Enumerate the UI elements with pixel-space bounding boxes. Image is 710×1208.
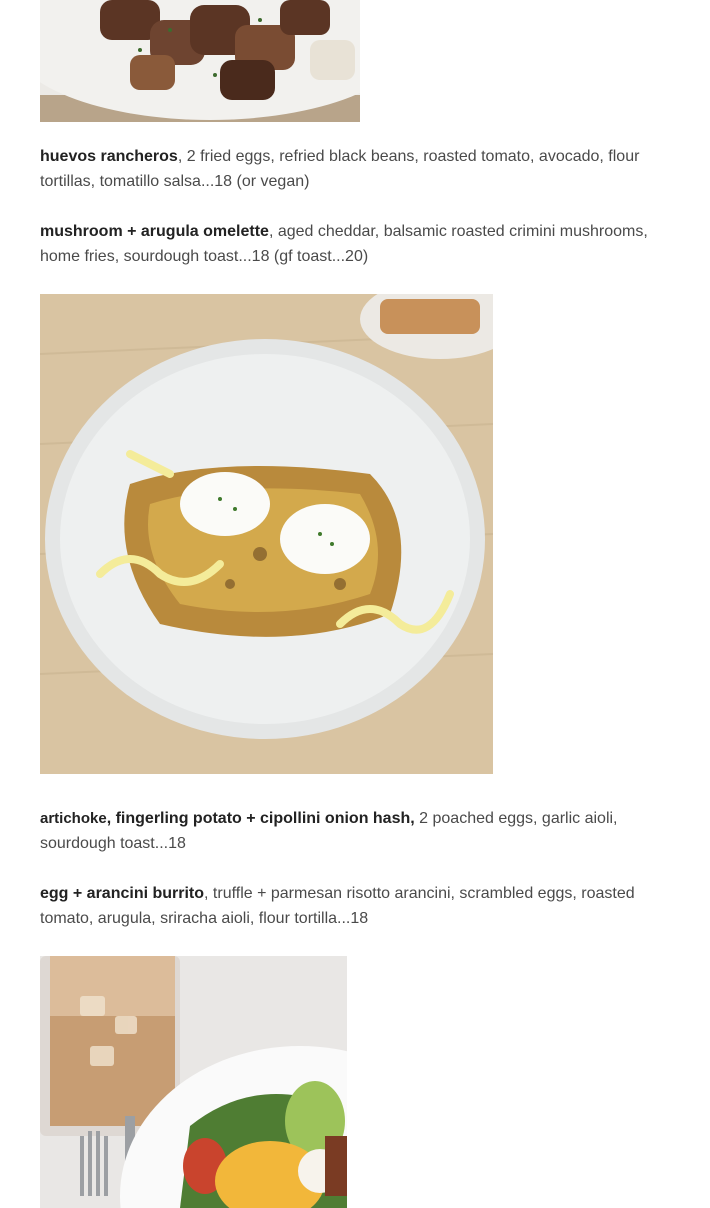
coffee-benedict-photo: [40, 956, 347, 1208]
menu-item-artichoke-hash: [40, 806, 685, 856]
hash-photo: [40, 294, 493, 774]
item-name: egg + arancini burrito: [40, 885, 205, 902]
item-name: huevos rancheros: [40, 148, 178, 165]
menu-item-mushroom-omelette: [40, 219, 685, 269]
item-name-rest: , fingerling potato + cipollini onion hash,: [106, 810, 415, 827]
item-description: , truffle + parmesan risotto arancini, scrambled eggs, roasted tomato, arugula, sriracha aioli, flour tortilla...18: [40, 885, 635, 927]
menu-item-huevos-rancheros: [40, 144, 685, 194]
item-name: mushroom + arugula omelette: [40, 223, 269, 240]
item-description: , 2 fried eggs, refried black beans, roasted tomato, avocado, flour tortillas, tomatillo salsa...18 (or vegan): [40, 148, 640, 190]
potatoes-photo: [40, 0, 360, 122]
item-description: 2 poached eggs, garlic aioli, sourdough toast...18: [40, 810, 618, 852]
menu-item-egg-arancini-burrito: [40, 881, 685, 931]
item-name: [40, 810, 415, 827]
item-name-prefix: artichoke: [40, 810, 107, 827]
item-description: , aged cheddar, balsamic roasted crimini mushrooms, home fries, sourdough toast...18 (gf toast...20): [40, 223, 648, 265]
